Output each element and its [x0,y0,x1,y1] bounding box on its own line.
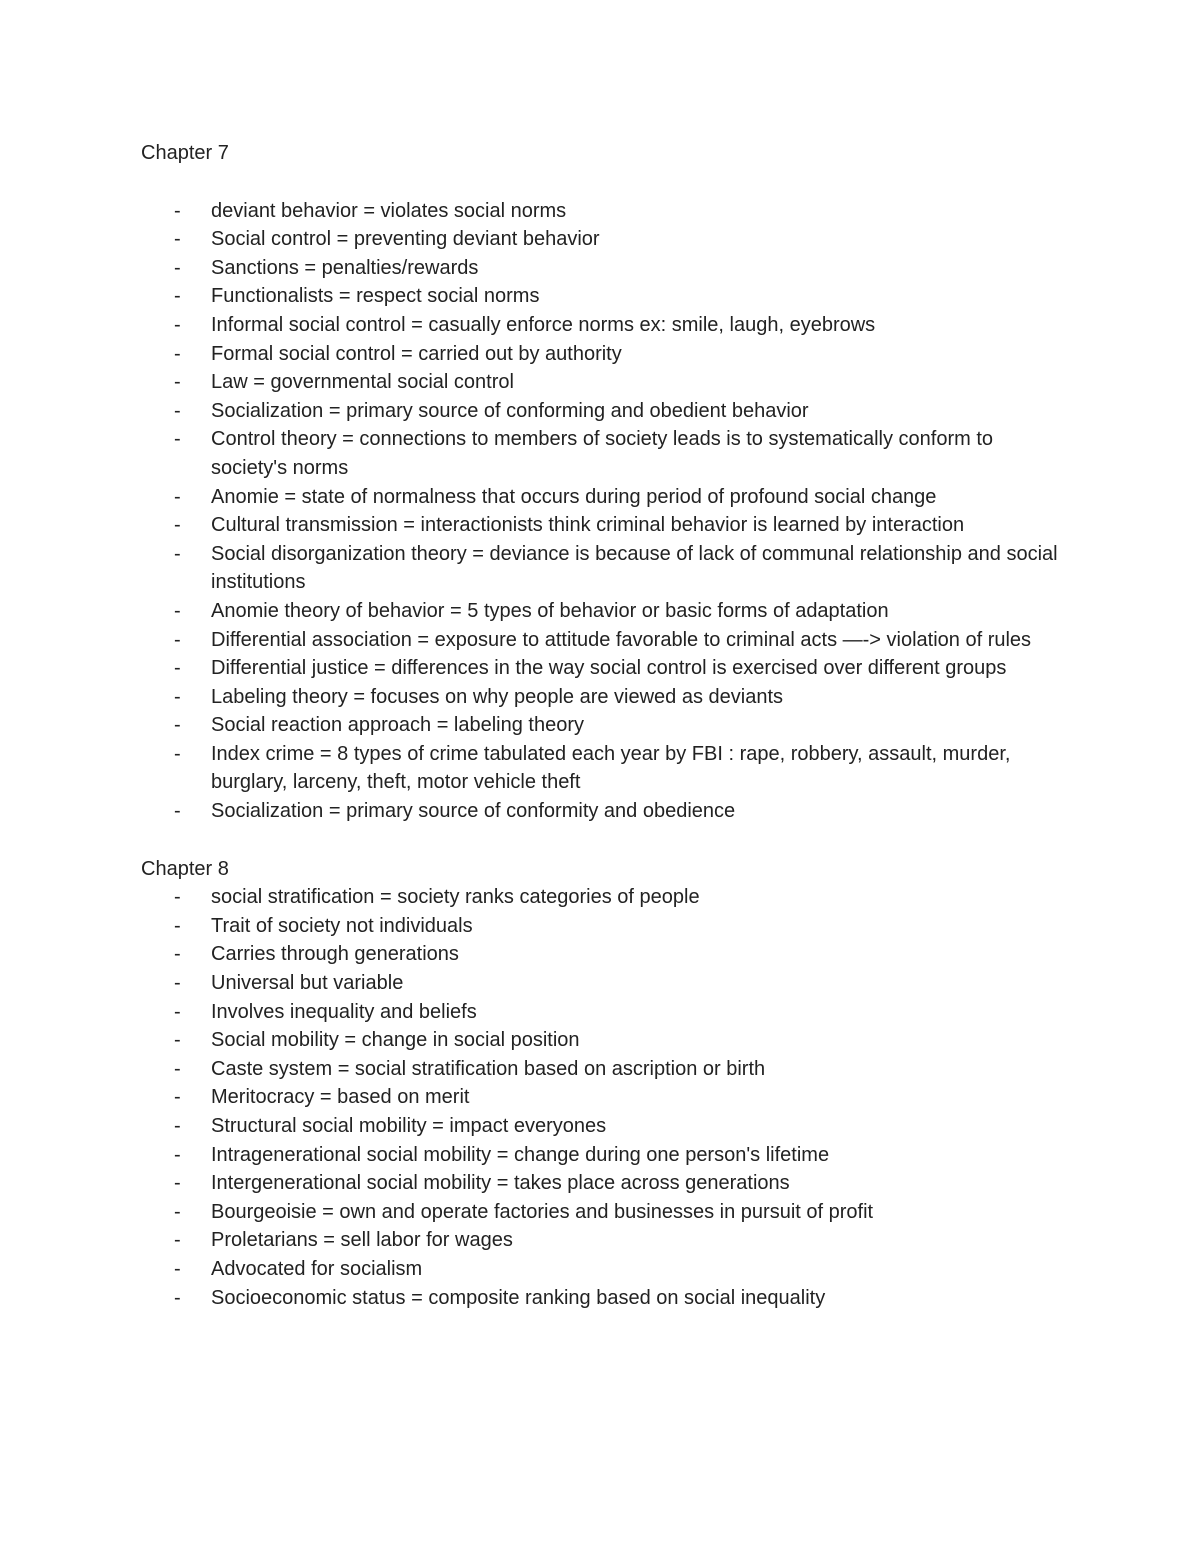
list-item [141,626,1061,655]
chapter-8-title: Chapter 8 [141,857,229,880]
bullet-dash: - [174,256,181,279]
list-item-text: deviant behavior = violates social norms [211,199,567,222]
list-item-text: Functionalists = respect social norms [211,285,540,308]
bullet-dash: - [174,342,181,365]
bullet-dash: - [174,1286,181,1309]
bullet-dash: - [174,228,181,251]
list-item-text: Socialization = primary source of conforming and obedient behavior [211,399,809,422]
list-item-text: Anomie = state of normalness that occurs during period of profound social change [211,485,937,508]
list-item [141,311,1061,340]
list-item-text: Control theory = connections to members of society leads is to systematically conform to society's norms [211,428,994,479]
list-item-text: Advocated for socialism [211,1257,423,1280]
bullet-dash: - [174,1257,181,1280]
bullet-dash: - [174,1115,181,1137]
list-item [141,1284,1061,1313]
list-item [141,1055,1061,1084]
bullet-dash: - [174,742,181,765]
list-item-text: Social reaction approach = labeling theory [211,714,585,737]
list-item [141,1083,1061,1112]
bullet-dash: - [174,1229,181,1252]
bullet-dash: - [174,428,181,451]
bullet-dash: - [174,542,181,565]
bullet-dash: - [174,628,181,651]
bullet-dash: - [174,914,181,937]
list-item [141,740,1061,797]
list-item-text: Formal social control = carried out by authority [211,342,622,365]
bullet-dash: - [174,399,181,422]
list-item-text: Proletarians = sell labor for wages [211,1229,513,1252]
list-item-text: Bourgeoisie = own and operate factories and businesses in pursuit of profit [211,1200,874,1223]
list-item [141,998,1061,1027]
bullet-dash: - [174,1000,181,1023]
list-item-text: Socioeconomic status = composite ranking based on social inequality [211,1286,826,1309]
bullet-dash: - [174,1172,181,1195]
list-item [141,683,1061,712]
chapter-8-notes-list [141,883,1071,1312]
bullet-dash: - [174,1143,181,1166]
list-item-text: Caste system = social stratification based on ascription or birth [211,1057,766,1080]
chapter-7-notes-list [141,197,1071,826]
bullet-dash: - [174,1086,181,1109]
list-item-text: Meritocracy = based on merit [211,1086,470,1109]
list-item [141,1226,1061,1255]
list-item [141,483,1061,512]
list-item [141,425,1061,482]
bullet-dash: - [174,1029,181,1052]
list-item [141,969,1061,998]
bullet-dash: - [174,886,181,909]
list-item-text: Informal social control = casually enforce norms ex: smile, laugh, eyebrows [211,313,876,336]
bullet-dash: - [174,714,181,737]
list-item-text: Law = governmental social control [211,371,514,394]
list-item-text: Intergenerational social mobility = takes place across generations [211,1172,790,1195]
list-item-text: Differential justice = differences in the way social control is exercised over different groups [211,657,1007,680]
list-item [141,1026,1061,1055]
list-item [141,597,1061,626]
list-item [141,540,1061,597]
list-item [141,197,1061,226]
bullet-dash: - [174,285,181,308]
list-item-text: Intragenerational social mobility = change during one person's lifetime [211,1143,830,1166]
list-item [141,1255,1061,1284]
list-item-text: Social disorganization theory = deviance is because of lack of communal relationship and social institutions [211,542,1058,594]
list-item [141,912,1061,941]
list-item [141,397,1061,426]
list-item-text: Differential association = exposure to attitude favorable to criminal acts —-> violation of rules [211,628,1032,651]
bullet-dash: - [174,1200,181,1223]
list-item-text: Sanctions = penalties/rewards [211,256,479,279]
list-item [141,254,1061,283]
document-content [141,139,1071,1312]
bullet-dash: - [174,371,181,394]
list-item [141,1141,1061,1170]
list-item [141,1198,1061,1227]
bullet-dash: - [174,657,181,680]
list-item [141,1112,1061,1141]
list-item [141,883,1061,912]
bullet-dash: - [174,313,181,336]
list-item [141,340,1061,369]
list-item-text: social stratification = society ranks categories of people [211,886,700,909]
list-item-text: Social mobility = change in social position [211,1029,580,1052]
list-item-text: Cultural transmission = interactionists think criminal behavior is learned by interaction [211,514,965,537]
list-item [141,797,1061,826]
list-item [141,711,1061,740]
bullet-dash: - [174,199,181,222]
list-item-text: Universal but variable [211,972,404,995]
list-item [141,654,1061,683]
list-item-text: Carries through generations [211,943,459,966]
list-item [141,225,1061,254]
chapter-7-title: Chapter 7 [141,142,229,164]
list-item-text: Structural social mobility = impact everyones [211,1115,607,1137]
list-item [141,511,1061,540]
bullet-dash: - [174,972,181,995]
list-item-text: Trait of society not individuals [211,914,473,937]
list-item-text: Social control = preventing deviant behavior [211,228,600,251]
list-item-text: Involves inequality and beliefs [211,1000,477,1023]
list-item [141,1169,1061,1198]
bullet-dash: - [174,1057,181,1080]
list-item-text: Socialization = primary source of conformity and obedience [211,800,736,823]
list-item-text: Labeling theory = focuses on why people are viewed as deviants [211,685,784,708]
list-item-text: Index crime = 8 types of crime tabulated each year by FBI : rape, robbery, assault, murder, burglary, larceny, theft, motor vehicle theft [211,742,1011,794]
list-item [141,940,1061,969]
bullet-dash: - [174,599,181,622]
bullet-dash: - [174,800,181,823]
list-item-text: Anomie theory of behavior = 5 types of behavior or basic forms of adaptation [211,599,889,622]
bullet-dash: - [174,485,181,508]
bullet-dash: - [174,943,181,966]
list-item [141,282,1061,311]
bullet-dash: - [174,685,181,708]
list-item [141,368,1061,397]
bullet-dash: - [174,514,181,537]
